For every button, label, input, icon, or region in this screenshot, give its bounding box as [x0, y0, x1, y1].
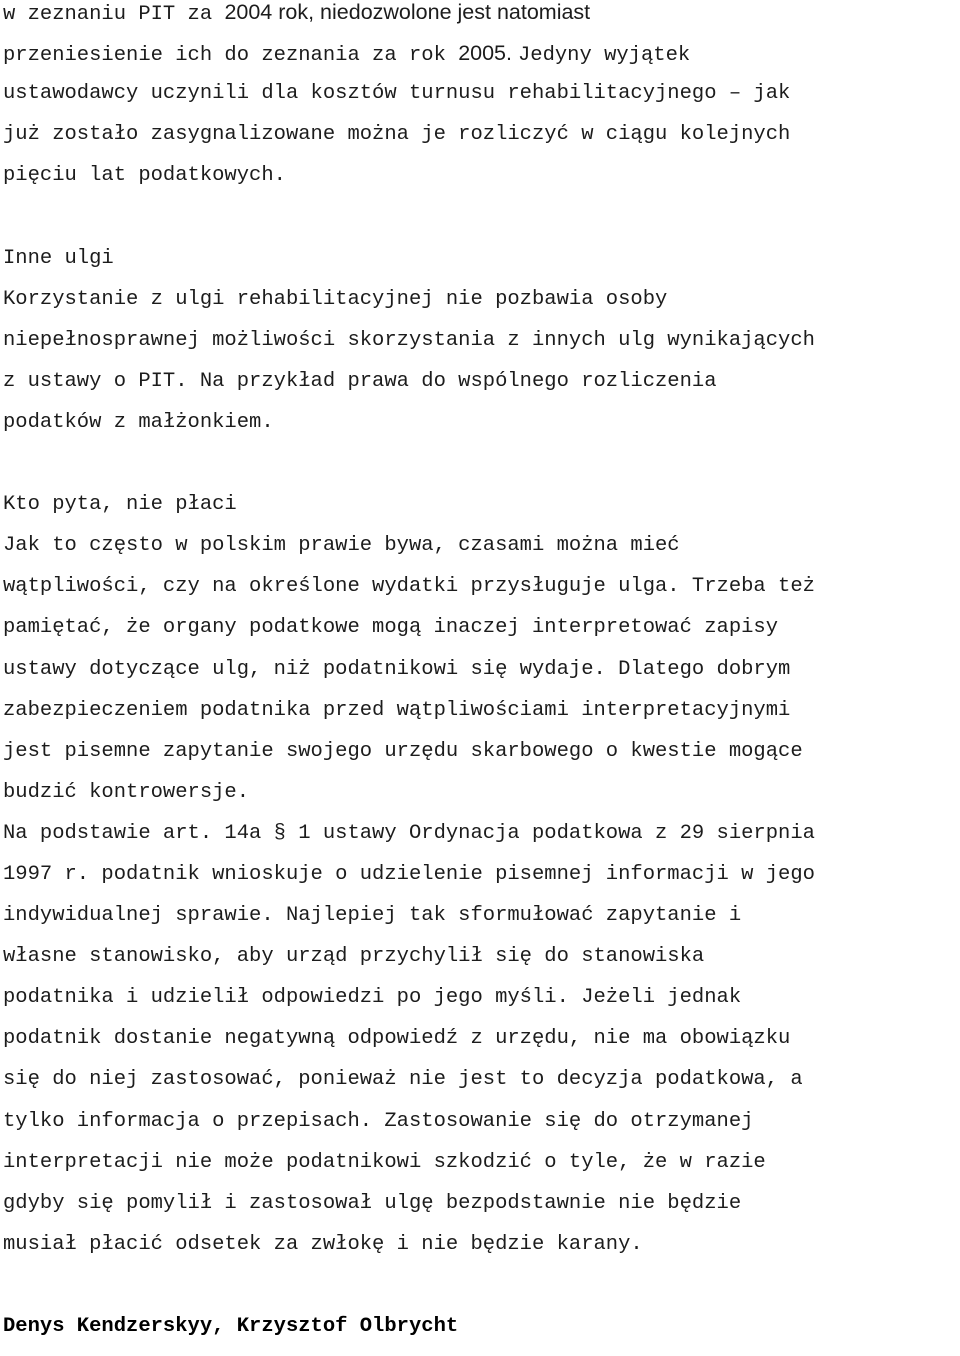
- paragraph-spacer: [3, 1274, 960, 1315]
- kto-pyta-line: budzić kontrowersje.: [3, 780, 250, 804]
- document-page: [3, 0, 960, 1356]
- intro-line-2-rest: Jedyny wyjątek: [517, 44, 691, 68]
- kto-pyta-line: 1997 r. podatnik wnioskuje o udzielenie pisemnej informacji w jego: [3, 862, 815, 886]
- inne-ulgi-line: niepełnosprawnej możliwości skorzystania z innych ulg wynikających: [3, 328, 815, 352]
- kto-pyta-line: interpretacji nie może podatnikowi szkodzić o tyle, że w razie: [3, 1150, 766, 1174]
- intro-line-2-mono: przeniesienie ich do zeznania za rok: [3, 44, 459, 68]
- kto-pyta-line: podatnika i udzielił odpowiedzi po jego myśli. Jeżeli jednak: [3, 986, 742, 1010]
- kto-pyta-line: podatnik dostanie negatywną odpowiedź z urzędu, nie ma obowiązku: [3, 1027, 791, 1051]
- inne-ulgi-line: podatków z małżonkiem.: [3, 410, 274, 434]
- kto-pyta-line: Jak to często w polskim prawie bywa, czasami można mieć: [3, 534, 680, 558]
- intro-line-1-mono: w zeznaniu PIT za: [3, 3, 225, 26]
- intro-line-4: już zostało zasygnalizowane można je rozliczyć w ciągu kolejnych: [3, 123, 791, 147]
- kto-pyta-line: gdyby się pomylił i zastosował ulgę bezpodstawnie nie będzie: [3, 1191, 742, 1215]
- kto-pyta-line: jest pisemne zapytanie swojego urzędu skarbowego o kwestie mogące: [3, 739, 803, 763]
- kto-pyta-line: własne stanowisko, aby urząd przychylił się do stanowiska: [3, 945, 705, 969]
- intro-line-1: [3, 0, 960, 41]
- kto-pyta-line: indywidualnej sprawie. Najlepiej tak sformułować zapytanie i: [3, 904, 742, 928]
- inne-ulgi-line: Korzystanie z ulgi rehabilitacyjnej nie pozbawia osoby: [3, 287, 668, 311]
- paragraph-spacer: [3, 452, 960, 493]
- intro-line-5: pięciu lat podatkowych.: [3, 164, 286, 188]
- author-byline: Denys Kendzerskyy, Krzysztof Olbrycht: [3, 1315, 459, 1338]
- section-heading-inne-ulgi: Inne ulgi: [3, 246, 114, 270]
- kto-pyta-line: pamiętać, że organy podatkowe mogą inaczej interpretować zapisy: [3, 616, 779, 640]
- section-heading-kto-pyta: Kto pyta, nie płaci: [3, 493, 237, 517]
- kto-pyta-line: ustawy dotyczące ulg, niż podatnikowi się wydaje. Dlatego dobrym: [3, 657, 791, 681]
- intro-line-2: [3, 41, 960, 82]
- kto-pyta-line: wątpliwości, czy na określone wydatki przysługuje ulga. Trzeba też: [3, 575, 815, 599]
- intro-line-1-sans: 2004 rok, niedozwolone jest natomiast: [224, 0, 591, 24]
- paragraph-spacer: [3, 205, 960, 246]
- kto-pyta-line: musiał płacić odsetek za zwłokę i nie będzie karany.: [3, 1232, 643, 1256]
- intro-line-3: ustawodawcy uczynili dla kosztów turnusu rehabilitacyjnego – jak: [3, 82, 791, 106]
- kto-pyta-line: się do niej zastosować, ponieważ nie jest to decyzja podatkowa, a: [3, 1068, 803, 1092]
- kto-pyta-line: Na podstawie art. 14a § 1 ustawy Ordynacja podatkowa z 29 sierpnia: [3, 821, 815, 845]
- intro-line-2-sans: 2005.: [458, 41, 518, 66]
- kto-pyta-line: zabezpieczeniem podatnika przed wątpliwościami interpretacyjnymi: [3, 698, 791, 722]
- kto-pyta-line: tylko informacja o przepisach. Zastosowanie się do otrzymanej: [3, 1109, 754, 1133]
- inne-ulgi-line: z ustawy o PIT. Na przykład prawa do wspólnego rozliczenia: [3, 369, 717, 393]
